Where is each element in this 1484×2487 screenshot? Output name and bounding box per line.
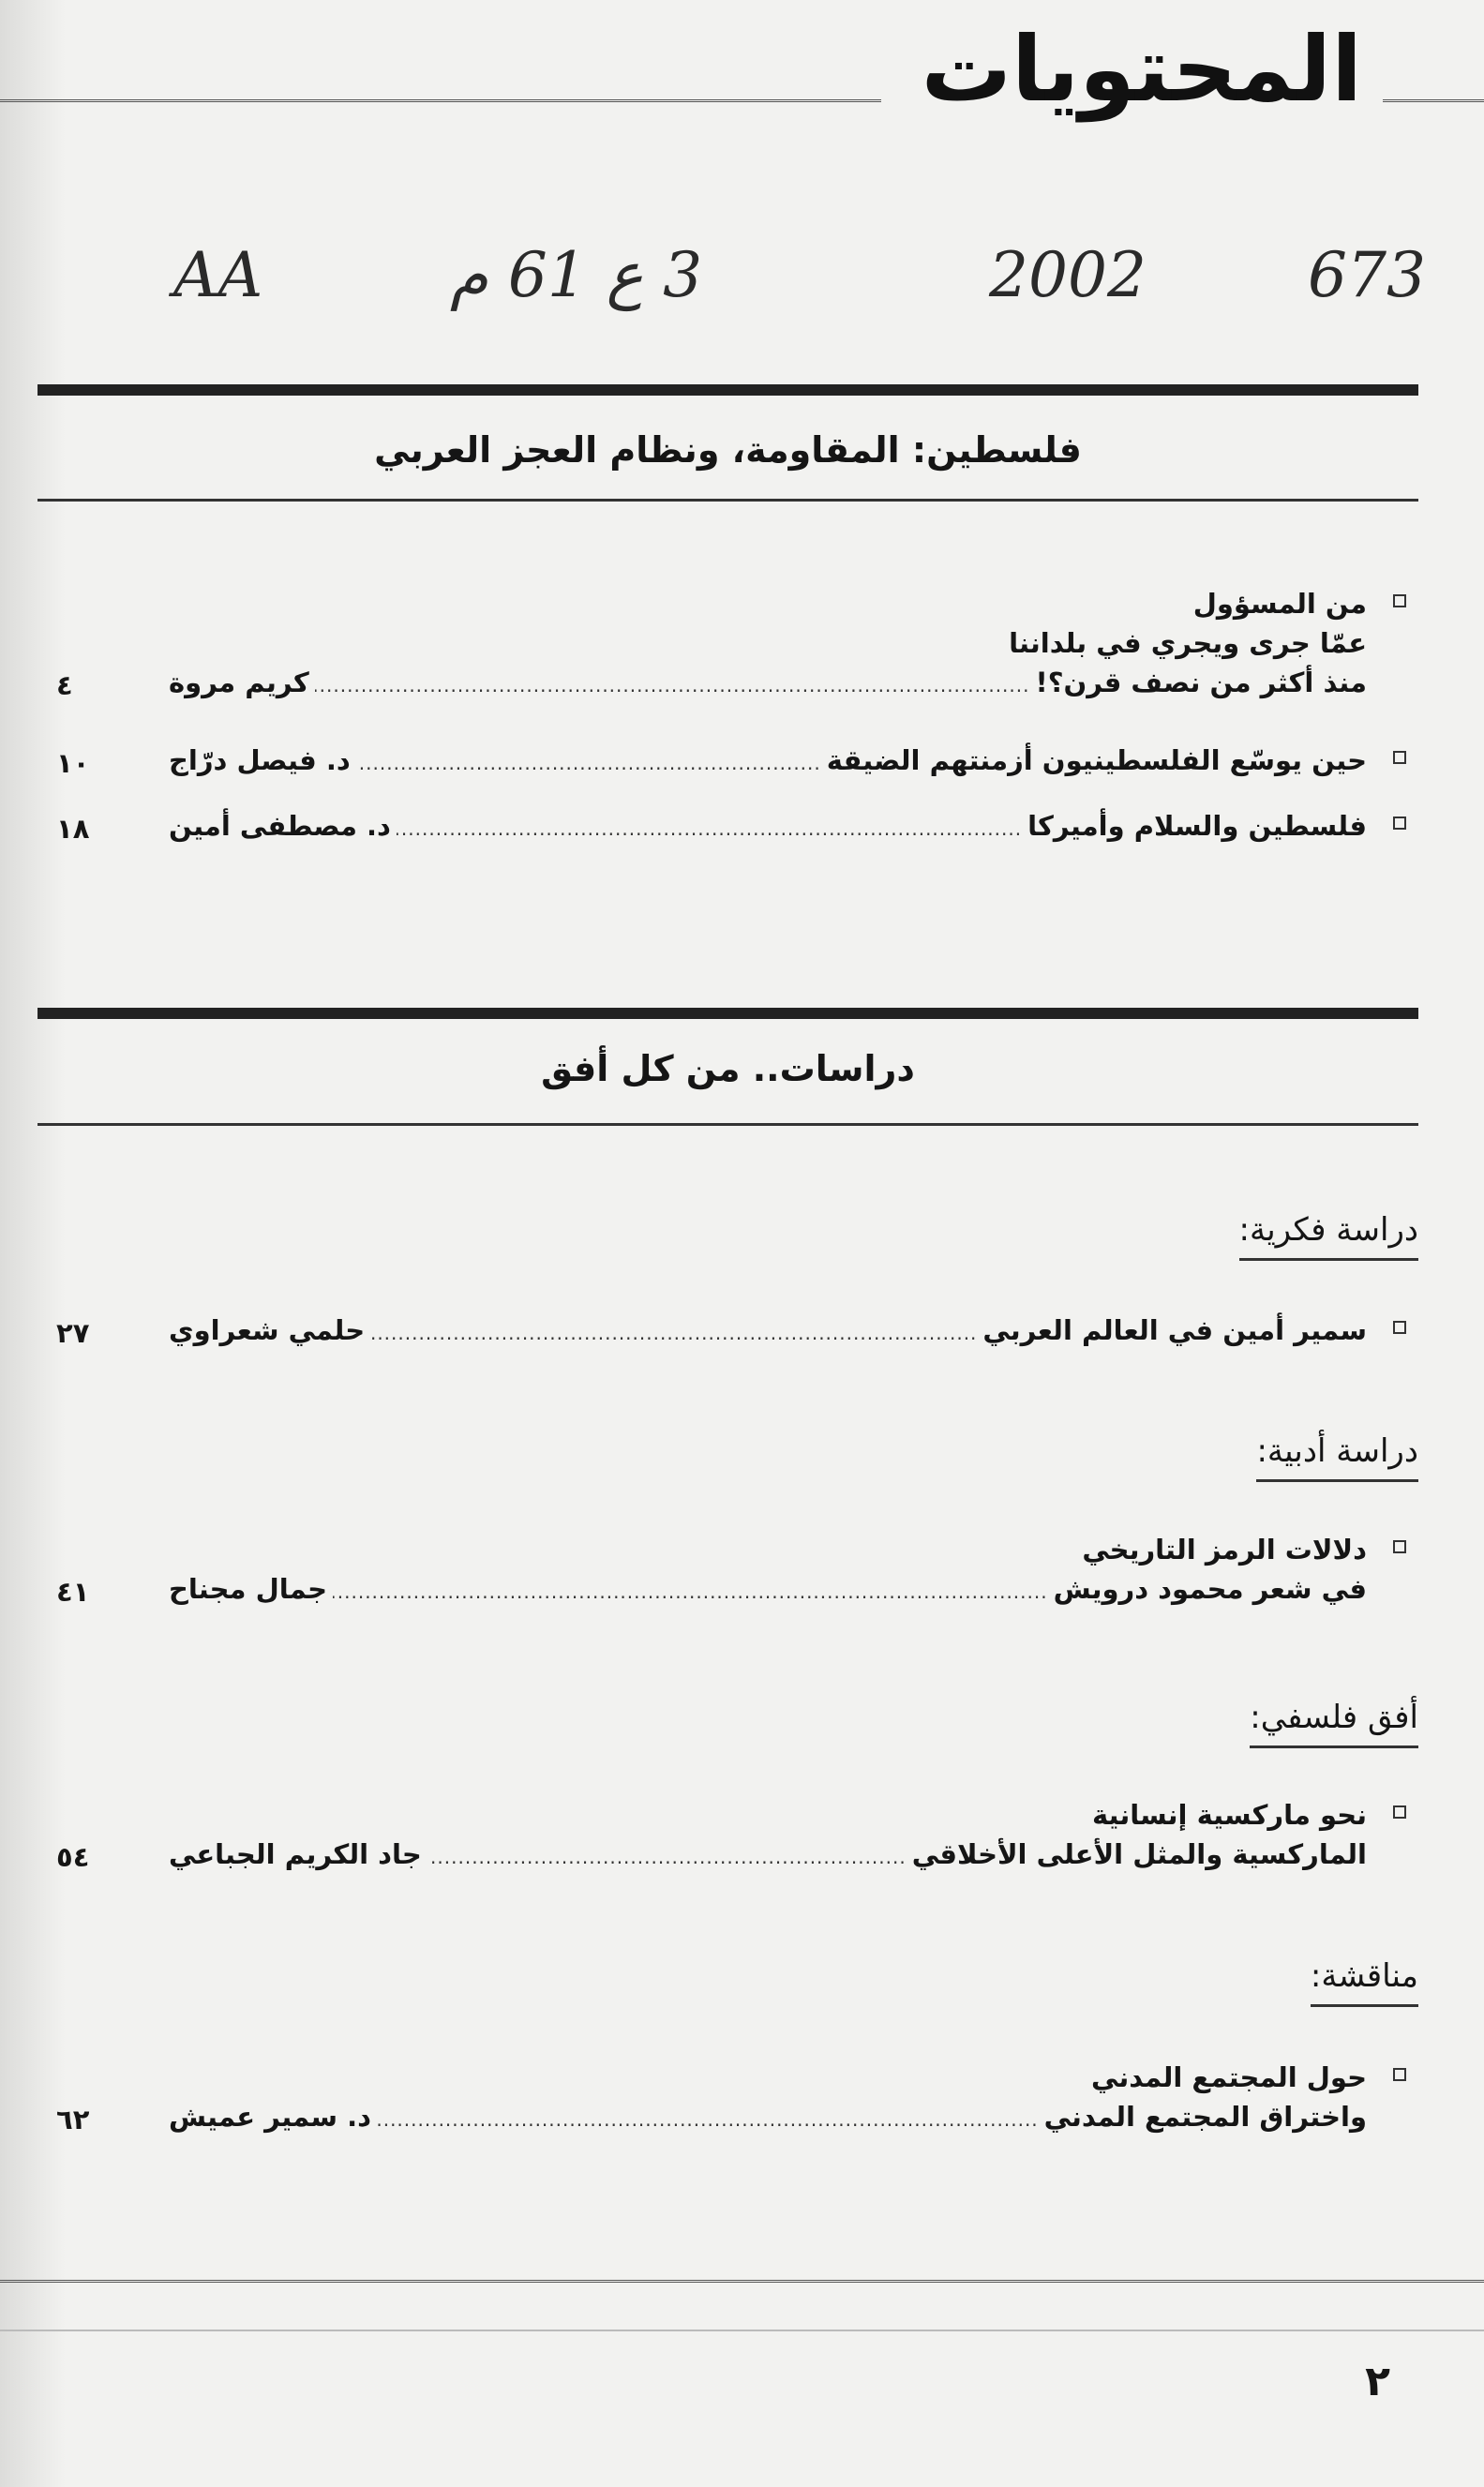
entry-page-number: ٢٧ [56,1317,90,1349]
square-bullet-icon [1393,2068,1406,2081]
toc-entry[interactable] [56,741,1367,783]
page-number: ٢ [1365,2358,1390,2405]
entry-author: د. فيصل درّاج [169,744,351,776]
entry-title-line: منذ أكثر من نصف قرن؟! [1035,667,1367,698]
entry-page-number: ٥٤ [56,1841,90,1873]
leader-dots [397,809,1022,848]
toc-entry[interactable] [56,1795,1367,1877]
section-rule-bottom [37,499,1418,502]
toc-entry[interactable] [56,2058,1367,2139]
entry-title-line: حول المجتمع المدني [1091,2061,1367,2093]
handwritten-issue: 3 ع 61 م [450,239,703,311]
entry-page-number: ٦٢ [56,2104,90,2135]
handwritten-code: AA [173,239,263,311]
footer-rule [0,2280,1484,2283]
subsection-label: مناقشة: [1311,1957,1418,2007]
entry-author: د. مصطفى أمين [169,810,391,842]
entry-title-line: فلسطين والسلام وأميركا [1027,810,1367,842]
section-title: فلسطين: المقاومة، ونظام العجز العربي [374,429,1082,471]
entry-title-line: من المسؤول [1192,588,1367,620]
toc-entry[interactable] [56,584,1367,705]
leader-dots [370,1313,977,1353]
entry-page-number: ١٨ [56,813,90,845]
entry-title-line: نحو ماركسية إنسانية [1091,1799,1367,1831]
entry-author: جمال مجناح [169,1573,327,1605]
handwritten-number: 673 [1308,239,1426,311]
section-rule-bottom [37,1123,1418,1126]
entry-title-line: واختراق المجتمع المدني [1043,2101,1367,2133]
entry-page-number: ٤ [56,669,73,701]
entry-author: د. سمير عميش [169,2101,372,2133]
handwritten-year: 2002 [989,239,1147,311]
entry-author: حلمي شعراوي [169,1314,366,1346]
section-rule-top [37,1008,1418,1019]
leader-dots [356,743,821,783]
leader-dots [427,1837,907,1877]
subsection-label: دراسة فكرية: [1239,1211,1418,1261]
entry-title-line: سمير أمين في العالم العربي [982,1314,1367,1346]
entry-title-line: حين يوسّع الفلسطينيون أزمنتهم الضيقة [826,744,1367,776]
section-rule-top [37,384,1418,396]
subsection-label: أفق فلسفي: [1250,1699,1418,1748]
entry-title-line: دلالات الرمز التاريخي [1082,1534,1367,1566]
toc-entry[interactable] [56,1311,1367,1353]
footer-faint-rule [0,2330,1484,2331]
page-title: المحتويات [921,17,1362,122]
entry-title-line: الماركسية والمثل الأعلى الأخلاقي [911,1838,1367,1870]
entry-title-line: في شعر محمود درويش [1053,1573,1367,1605]
square-bullet-icon [1393,1805,1406,1819]
entry-title-line: عمّا جرى ويجري في بلداننا [1009,627,1367,659]
entry-author: جاد الكريم الجباعي [169,1838,422,1870]
square-bullet-icon [1393,817,1406,830]
entry-author: كريم مروة [169,667,309,698]
leader-dots [377,2100,1039,2139]
leader-dots [315,666,1030,705]
toc-entry[interactable] [56,1530,1367,1611]
square-bullet-icon [1393,594,1406,607]
subsection-label: دراسة أدبية: [1256,1432,1418,1482]
entry-page-number: ١٠ [56,747,90,779]
square-bullet-icon [1393,1321,1406,1334]
square-bullet-icon [1393,751,1406,764]
section-title: دراسات.. من كل أفق [541,1048,915,1089]
header-rule-right [1383,99,1484,102]
toc-entry[interactable] [56,806,1367,848]
leader-dots [333,1572,1048,1611]
entry-page-number: ٤١ [56,1576,90,1608]
square-bullet-icon [1393,1540,1406,1553]
header-rule-left [0,99,881,102]
